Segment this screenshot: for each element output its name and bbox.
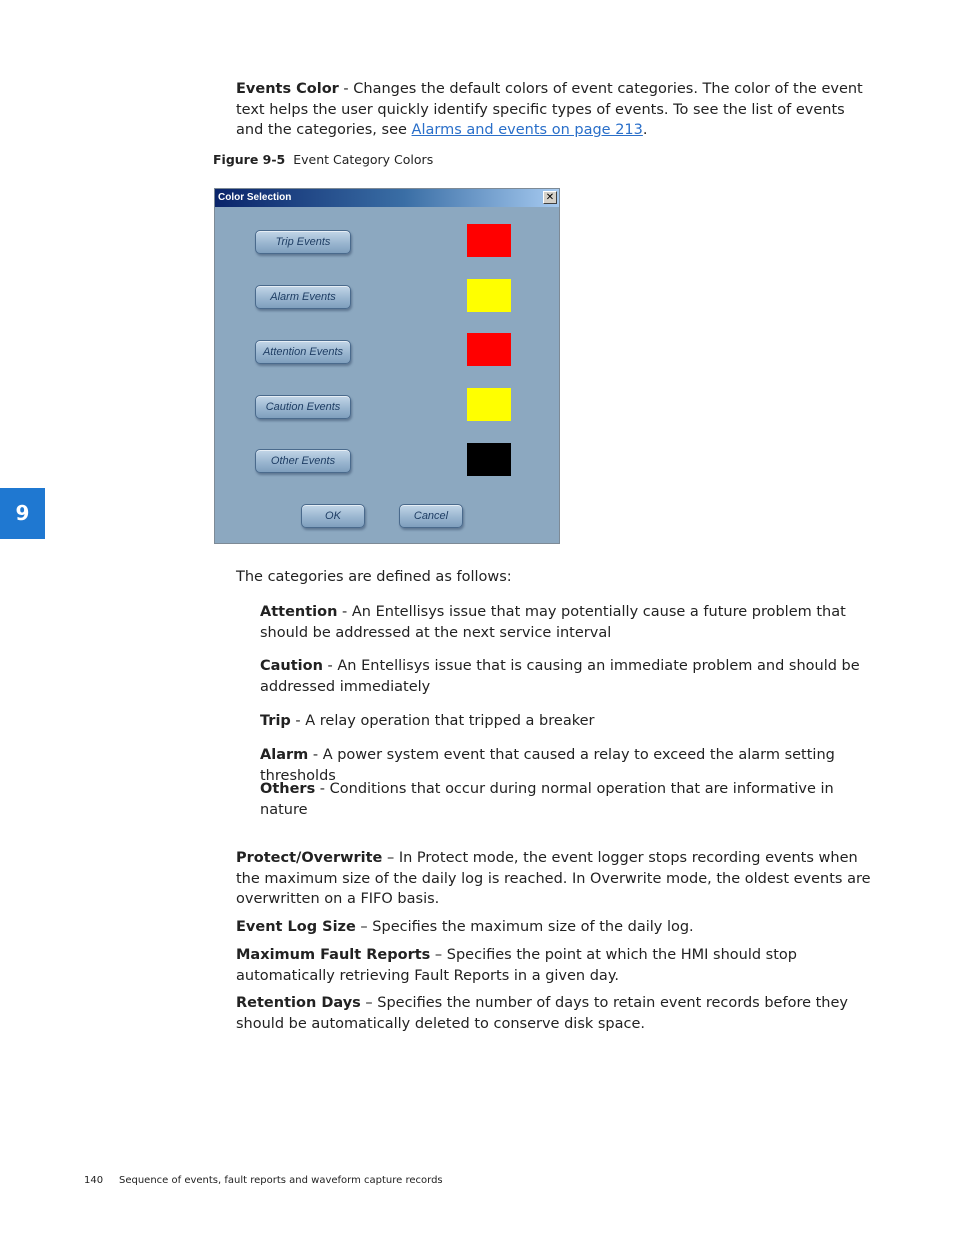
ok-button[interactable]: OK: [301, 504, 365, 528]
trip-events-button[interactable]: Trip Events: [255, 230, 351, 254]
term: Others: [260, 781, 316, 797]
alarm-events-color-swatch[interactable]: [467, 279, 511, 312]
caution-events-button[interactable]: Caution Events: [255, 395, 351, 419]
definition-text: - A power system event that caused a relay to exceed the alarm setting thresholds: [260, 747, 835, 784]
chapter-tab: 9: [0, 488, 45, 539]
paragraph-end: .: [642, 122, 648, 138]
setting-event-log-size: [236, 917, 876, 938]
definition-text: - A relay operation that tripped a breaker: [290, 713, 595, 729]
other-events-color-swatch[interactable]: [467, 443, 511, 476]
color-selection-dialog: [214, 188, 560, 544]
setting-maximum-fault-reports: [236, 945, 876, 986]
definition-caution: [260, 656, 875, 697]
paragraph-text: - Changes the default colors of event categories. The color of the event text helps the user quickly identify specific types of events. To see the list of events and the categories, see: [236, 81, 863, 138]
setting-text: – Specifies the number of days to retain event records before they should be automatically deleted to conserve disk space.: [236, 995, 848, 1032]
page-number: 140: [84, 1175, 104, 1186]
cross-reference-link[interactable]: Alarms and events on page 213: [411, 122, 643, 138]
caution-events-color-swatch[interactable]: [467, 388, 511, 421]
setting-protect-overwrite: [236, 848, 876, 910]
trip-events-color-swatch[interactable]: [467, 224, 511, 257]
attention-events-color-swatch[interactable]: [467, 333, 511, 366]
setting-text: – Specifies the point at which the HMI should stop automatically retrieving Fault Reports in a given day.: [236, 947, 798, 984]
term: Events Color: [236, 81, 339, 97]
term: Trip: [260, 713, 291, 729]
term: Maximum Fault Reports: [236, 947, 431, 963]
definition-attention: [260, 602, 875, 643]
close-icon[interactable]: ✕: [543, 191, 557, 204]
setting-text: – Specifies the maximum size of the daily log.: [355, 919, 694, 935]
definition-text: - An Entellisys issue that may potentially cause a future problem that should be addressed at the next service interval: [260, 604, 846, 641]
term: Alarm: [260, 747, 309, 763]
term: Protect/Overwrite: [236, 850, 383, 866]
term: Attention: [260, 604, 338, 620]
term: Event Log Size: [236, 919, 356, 935]
dialog-title: Color Selection: [218, 192, 292, 203]
setting-retention-days: [236, 993, 876, 1034]
footer-section-title: Sequence of events, fault reports and waveform capture records: [119, 1175, 443, 1186]
term: Retention Days: [236, 995, 361, 1011]
definition-others: [260, 779, 875, 820]
categories-intro: The categories are defined as follows:: [236, 569, 512, 585]
definition-text: - Conditions that occur during normal operation that are informative in nature: [260, 781, 834, 818]
attention-events-button[interactable]: Attention Events: [255, 340, 351, 364]
figure-caption: [213, 152, 433, 168]
other-events-button[interactable]: Other Events: [255, 449, 351, 473]
definition-trip: [260, 711, 875, 732]
alarm-events-button[interactable]: Alarm Events: [255, 285, 351, 309]
cancel-button[interactable]: Cancel: [399, 504, 463, 528]
events-color-paragraph: [236, 79, 876, 141]
figure-number: Figure 9-5: [213, 152, 286, 167]
definition-text: - An Entellisys issue that is causing an immediate problem and should be addressed immediately: [260, 658, 860, 695]
figure-title: Event Category Colors: [293, 152, 434, 167]
dialog-titlebar: [215, 189, 559, 207]
term: Caution: [260, 658, 323, 674]
setting-text: – In Protect mode, the event logger stops recording events when the maximum size of the daily log is reached. In Overwrite mode, the oldest events are overwritten on a FIFO basis.: [236, 850, 871, 907]
